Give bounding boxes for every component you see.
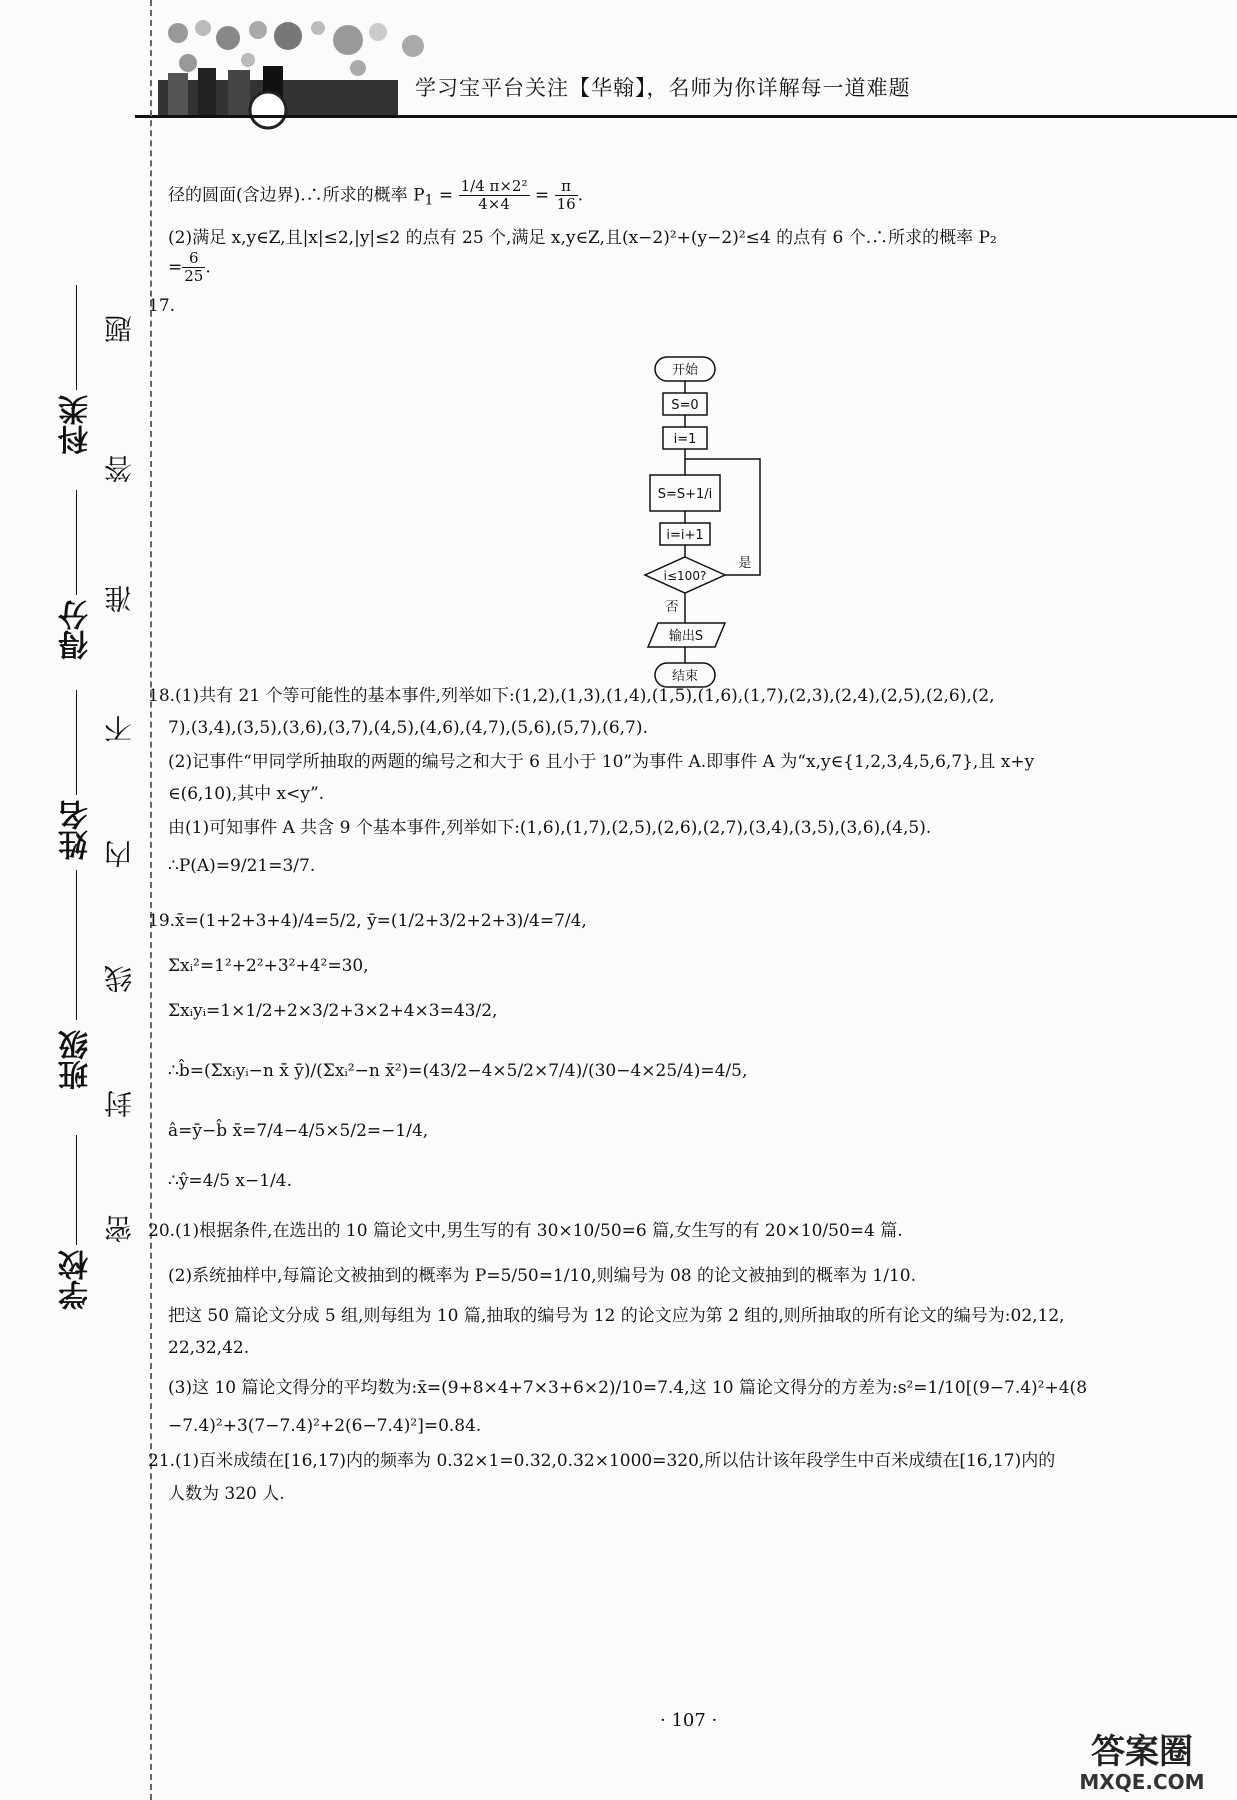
q16-result-fraction: $\frac{\pi}{16}$ (556, 177, 576, 214)
flow-end-text: 结束 (671, 669, 699, 684)
q20-line5: (3)这 10 篇论文得分的平均数为:x̄=(9+8×4+7×3+6×2)/10=7.4,这 10 篇论文得分的方差为:s²=1/10[(9−7.4)²+4(8 (168, 1378, 1088, 1398)
seal-char: 内 (103, 840, 136, 868)
header-slogan: 学习宝平台关注【华翰】，名师为你详解每一道难题 (415, 76, 911, 100)
q16-part1-line: 径的圆面(含边界).∴所求的概率 $P_1$ = $\frac{\text{1/4 π×2²}}{4\times 4}$ = $\frac{\pi}{16}$ . (168, 177, 584, 214)
field-class-blank (76, 870, 77, 1020)
q18-line2: 7),(3,4),(3,5),(3,6),(3,7),(4,5),(4,6),(4,7),(5,6),(5,7),(6,7). (168, 718, 648, 738)
watermark-logo-icon (1060, 1725, 1225, 1795)
q20-line1: 20.(1)根据条件,在选出的 10 篇论文中,男生写的有 30×10/50=6 篇,女生写的有 20×10/50=4 篇. (148, 1221, 903, 1241)
field-score-label: 得分 (59, 600, 94, 660)
flow-s0-text: S=0 (671, 398, 699, 413)
flow-inc-text: i=i+1 (666, 528, 704, 543)
q19-line5: â=ȳ−b̂ x̄=7/4−4/5×5/2=−1/4, (168, 1121, 429, 1141)
q20-line4: 22,32,42. (168, 1338, 250, 1358)
page-number: · 107 · (660, 1710, 718, 1731)
q21-line1: 21.(1)百米成绩在[16,17)内的频率为 0.32×1=0.32,0.32×1000=320,所以估计该年段学生中百米成绩在[16,17)内的 (148, 1451, 1056, 1471)
field-school-blank (76, 1135, 77, 1245)
field-name-label: 姓名 (59, 800, 94, 860)
q18-line4: ∈(6,10),其中 x<y”. (168, 784, 325, 804)
q21-line2: 人数为 320 人. (168, 1484, 285, 1504)
seal-char: 答 (103, 455, 136, 483)
q20-line2: (2)系统抽样中,每篇论文被抽到的概率为 P=5/50=1/10,则编号为 08 的论文被抽到的概率为 1/10. (168, 1266, 916, 1286)
field-class-label: 班级 (59, 1030, 94, 1090)
header-rule (135, 115, 1237, 118)
binding-dashed-line (150, 0, 153, 1800)
q19-line6: ∴ŷ=4/5 x−1/4. (168, 1171, 293, 1191)
field-score-blank (76, 490, 77, 595)
flow-start-text: 开始 (671, 363, 699, 378)
seal-char: 不 (103, 715, 136, 743)
flow-output-text: 输出S (668, 629, 704, 644)
q16-part2-result: = $\frac{6}{25}$ . (168, 249, 211, 286)
q17-label: 17. (148, 296, 176, 316)
q20-line6: −7.4)²+3(7−7.4)²+2(6−7.4)²]=0.84. (168, 1416, 482, 1436)
field-subject-blank (76, 285, 77, 390)
q16-fraction: $\frac{\text{1/4 π×2²}}{4\times 4}$ (460, 177, 528, 214)
flowchart (620, 355, 770, 735)
q16-part1-text: 径的圆面(含边界).∴所求的概率 P (168, 185, 425, 206)
field-subject-label: 科类 (59, 395, 94, 455)
seal-char: 密 (103, 1215, 136, 1243)
flow-update-text: S=S+1/i (657, 487, 713, 502)
seal-char: 线 (103, 965, 136, 993)
flow-cond-text: i≤100? (663, 569, 707, 583)
flow-yes-label: 是 (738, 556, 752, 571)
seal-char: 准 (103, 585, 136, 613)
q20-line3: 把这 50 篇论文分成 5 组,则每组为 10 篇,抽取的编号为 12 的论文应为第 2 组的,则所抽取的所有论文的编号为:02,12, (168, 1306, 1065, 1326)
q19-line3: Σxᵢyᵢ=1×1/2+2×3/2+3×2+4×3=43/2, (168, 1001, 498, 1021)
seal-char: 题 (103, 315, 136, 343)
q19-line2: Σxᵢ²=1²+2²+3²+4²=30, (168, 956, 369, 976)
q16-part2-line: (2)满足 x,y∈Z,且|x|≤2,|y|≤2 的点有 25 个,满足 x,y∈Z,且(x−2)²+(y−2)²≤4 的点有 6 个.∴所求的概率 P₂ (168, 228, 997, 248)
q18-line1: 18.(1)共有 21 个等可能性的基本事件,列举如下:(1,2),(1,3),(1,4),(1,5),(1,6),(1,7),(2,3),(2,4),(2,5),(2,6),(2, (148, 686, 995, 706)
q18-line6: ∴P(A)=9/21=3/7. (168, 856, 316, 876)
q18-line5: 由(1)可知事件 A 共含 9 个基本事件,列举如下:(1,6),(1,7),(2,5),(2,6),(2,7),(3,4),(3,5),(3,6),(4,5). (168, 818, 932, 838)
field-school-label: 学校 (59, 1250, 94, 1310)
seal-char: 封 (103, 1090, 136, 1118)
flow-i1-text: i=1 (673, 432, 697, 447)
field-name-blank (76, 690, 77, 795)
q19-line4: ∴b̂=(Σxᵢyᵢ−n x̄ ȳ)/(Σxᵢ²−n x̄²)=(43/2−4×5/2×7/4)/(30−4×25/4)=4/5, (168, 1061, 748, 1081)
q18-line3: (2)记事件“甲同学所抽取的两题的编号之和大于 6 且小于 10”为事件 A.即事件 A 为“x,y∈{1,2,3,4,5,6,7},且 x+y (168, 752, 1035, 772)
svg-text:MXQE.COM: MXQE.COM (1079, 1770, 1205, 1794)
q16-p2-fraction: $\frac{6}{25}$ (184, 249, 204, 286)
svg-text:答案圈: 答案圈 (1091, 1732, 1193, 1772)
flow-no-label: 否 (665, 600, 679, 615)
q19-line1: 19.x̄=(1+2+3+4)/4=5/2, ȳ=(1/2+3/2+2+3)/4=7/4, (148, 911, 587, 931)
